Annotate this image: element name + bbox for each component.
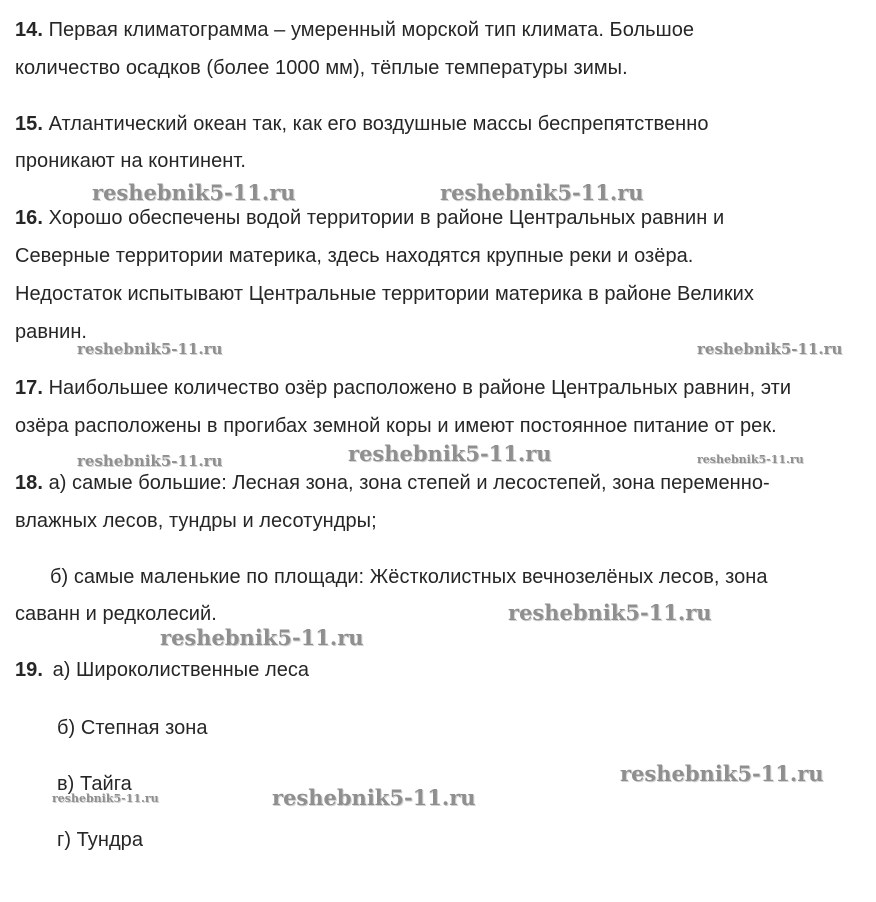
item-number: 18. [15, 472, 43, 494]
item-text: Наибольшее количество озёр расположено в районе Центральных равнин, эти [48, 377, 792, 399]
watermark: reshebnik5-11.ru [440, 180, 644, 205]
watermark: reshebnik5-11.ru [348, 441, 552, 466]
item-number: 15. [15, 113, 43, 135]
item-number: 19. [15, 659, 43, 681]
item-text: Первая климатограмма – умеренный морской тип климата. Большое [48, 19, 695, 41]
item-16-line-4: равнин. [15, 321, 88, 343]
item-16-line-2: Северные территории материка, здесь находятся крупные реки и озёра. [15, 245, 694, 267]
item-15-line-1 [15, 112, 709, 136]
item-14-line-1 [15, 18, 694, 42]
item-19-line-1 [15, 658, 309, 682]
item-17-line-1 [15, 376, 791, 400]
item-19-line-2: б) Степная зона [57, 717, 208, 739]
item-text: а) Широколиственные леса [52, 659, 310, 681]
item-number: 17. [15, 377, 43, 399]
item-19-line-3: в) Тайга [57, 773, 132, 795]
item-18-line-2: влажных лесов, тундры и лесотундры; [15, 510, 377, 532]
item-14-line-2: количество осадков (более 1000 мм), тёплые температуры зимы. [15, 57, 628, 79]
item-text: а) самые большие: Лесная зона, зона степей и лесостепей, зона переменно- [48, 472, 770, 494]
watermark: reshebnik5-11.ru [620, 761, 824, 786]
watermark: reshebnik5-11.ru [697, 453, 804, 466]
item-number: 16. [15, 207, 43, 229]
item-text: Атлантический океан так, как его воздушные массы беспрепятственно [48, 113, 709, 135]
item-16-line-3: Недостаток испытывают Центральные территории материка в районе Великих [15, 283, 754, 305]
watermark: reshebnik5-11.ru [160, 625, 364, 650]
watermark: reshebnik5-11.ru [697, 340, 843, 358]
item-18-line-3: б) самые маленькие по площади: Жёстколистных вечнозелёных лесов, зона [50, 566, 768, 588]
watermark: reshebnik5-11.ru [92, 180, 296, 205]
item-number: 14. [15, 19, 43, 41]
watermark: reshebnik5-11.ru [77, 340, 223, 358]
watermark: reshebnik5-11.ru [77, 452, 223, 470]
item-18-line-1 [15, 471, 770, 495]
watermark: reshebnik5-11.ru [508, 600, 712, 625]
item-19-line-4: г) Тундра [57, 829, 144, 851]
item-16-line-1 [15, 206, 724, 230]
item-15-line-2: проникают на континент. [15, 150, 246, 172]
item-text: Хорошо обеспечены водой территории в районе Центральных равнин и [48, 207, 725, 229]
watermark: reshebnik5-11.ru [272, 785, 476, 810]
item-18-line-4: саванн и редколесий. [15, 603, 217, 625]
item-17-line-2: озёра расположены в прогибах земной коры и имеют постоянное питание от рек. [15, 415, 777, 437]
watermark: reshebnik5-11.ru [52, 792, 159, 805]
